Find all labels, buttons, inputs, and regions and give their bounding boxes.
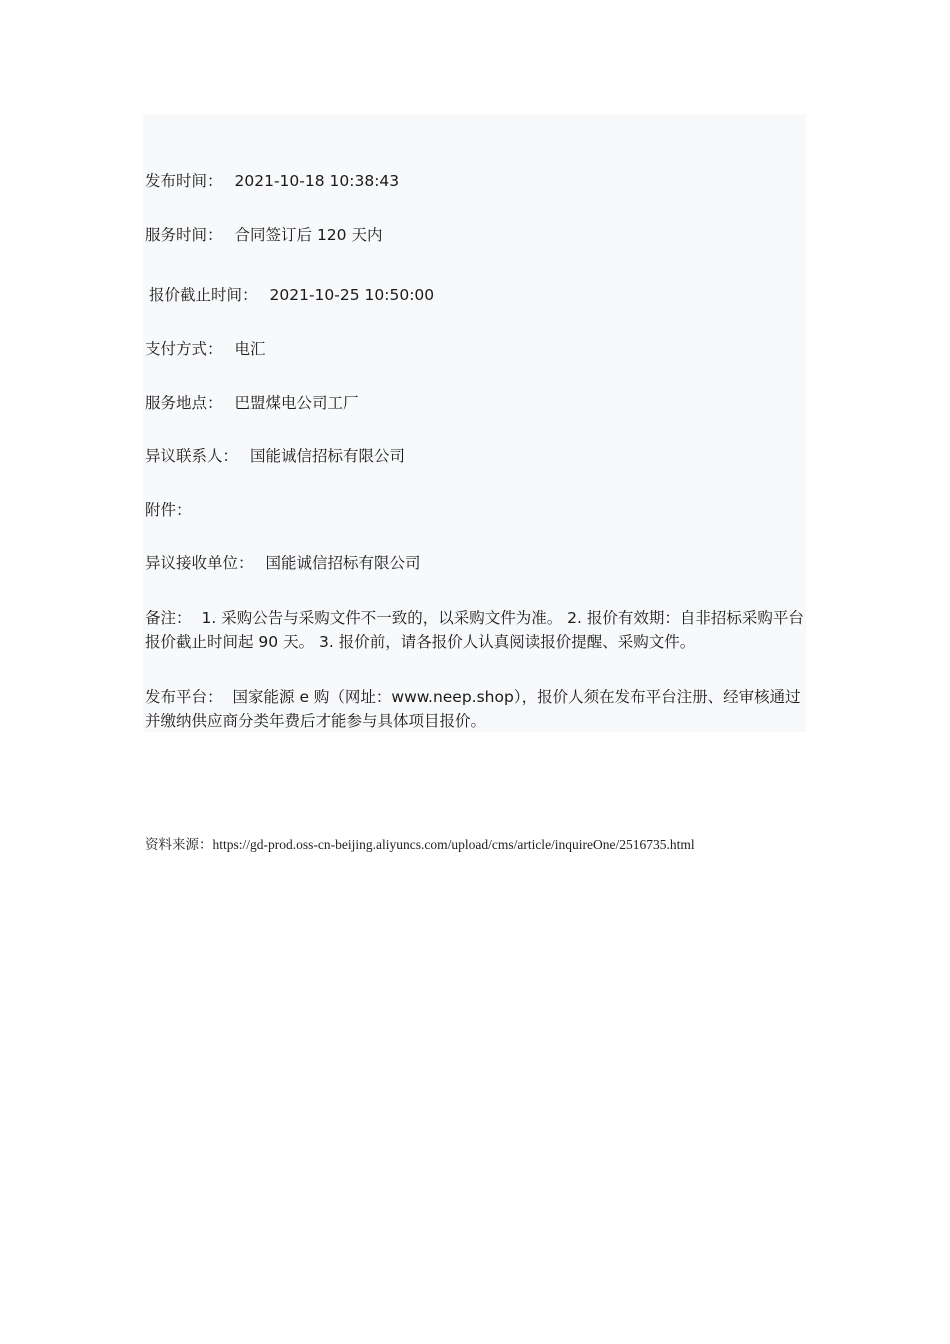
attachments-label: 附件：	[145, 501, 192, 519]
service-location-label: 服务地点：	[145, 394, 223, 412]
quote-deadline-value: 2021-10-25 10:50:00	[269, 286, 435, 304]
publish-platform-row	[145, 685, 805, 733]
objection-receiver-label: 异议接收单位：	[145, 554, 254, 572]
remarks-label: 备注：	[145, 609, 192, 627]
publish-platform-value: 国家能源 e 购（网址：www.neep.shop），报价人须在发布平台注册、经审核通过并缴纳供应商分类年费后才能参与具体项目报价。	[145, 688, 801, 730]
source-line	[145, 836, 695, 854]
service-location-row	[145, 391, 359, 415]
remarks-value: 1. 采购公告与采购文件不一致的，以采购文件为准。 2. 报价有效期：自非招标采购平台报价截止时间起 90 天。 3. 报价前，请各报价人认真阅读报价提醒、采购文件。	[145, 609, 804, 651]
service-location-value: 巴盟煤电公司工厂	[234, 394, 359, 412]
quote-deadline-row	[149, 283, 434, 307]
objection-receiver-row	[145, 551, 421, 575]
objection-receiver-value: 国能诚信招标有限公司	[265, 554, 421, 572]
payment-method-row	[145, 337, 266, 361]
objection-contact-value: 国能诚信招标有限公司	[250, 447, 406, 465]
source-label: 资料来源：	[145, 837, 213, 852]
source-url[interactable]: https://gd-prod.oss-cn-beijing.aliyuncs.com/upload/cms/article/inquireOne/2516735.html	[212, 837, 695, 852]
objection-contact-label: 异议联系人：	[145, 447, 239, 465]
payment-method-value: 电汇	[234, 340, 266, 358]
service-time-value: 合同签订后 120 天内	[234, 226, 383, 244]
remarks-row	[145, 606, 805, 654]
publish-platform-label: 发布平台：	[145, 688, 223, 706]
service-time-label: 服务时间：	[145, 226, 223, 244]
quote-deadline-label: 报价截止时间：	[149, 286, 258, 304]
publish-time-label: 发布时间：	[145, 172, 223, 190]
service-time-row	[145, 223, 382, 247]
payment-method-label: 支付方式：	[145, 340, 223, 358]
publish-time-value: 2021-10-18 10:38:43	[234, 172, 400, 190]
publish-time-row	[145, 169, 399, 193]
attachments-row	[145, 498, 204, 522]
objection-contact-row	[145, 444, 405, 468]
